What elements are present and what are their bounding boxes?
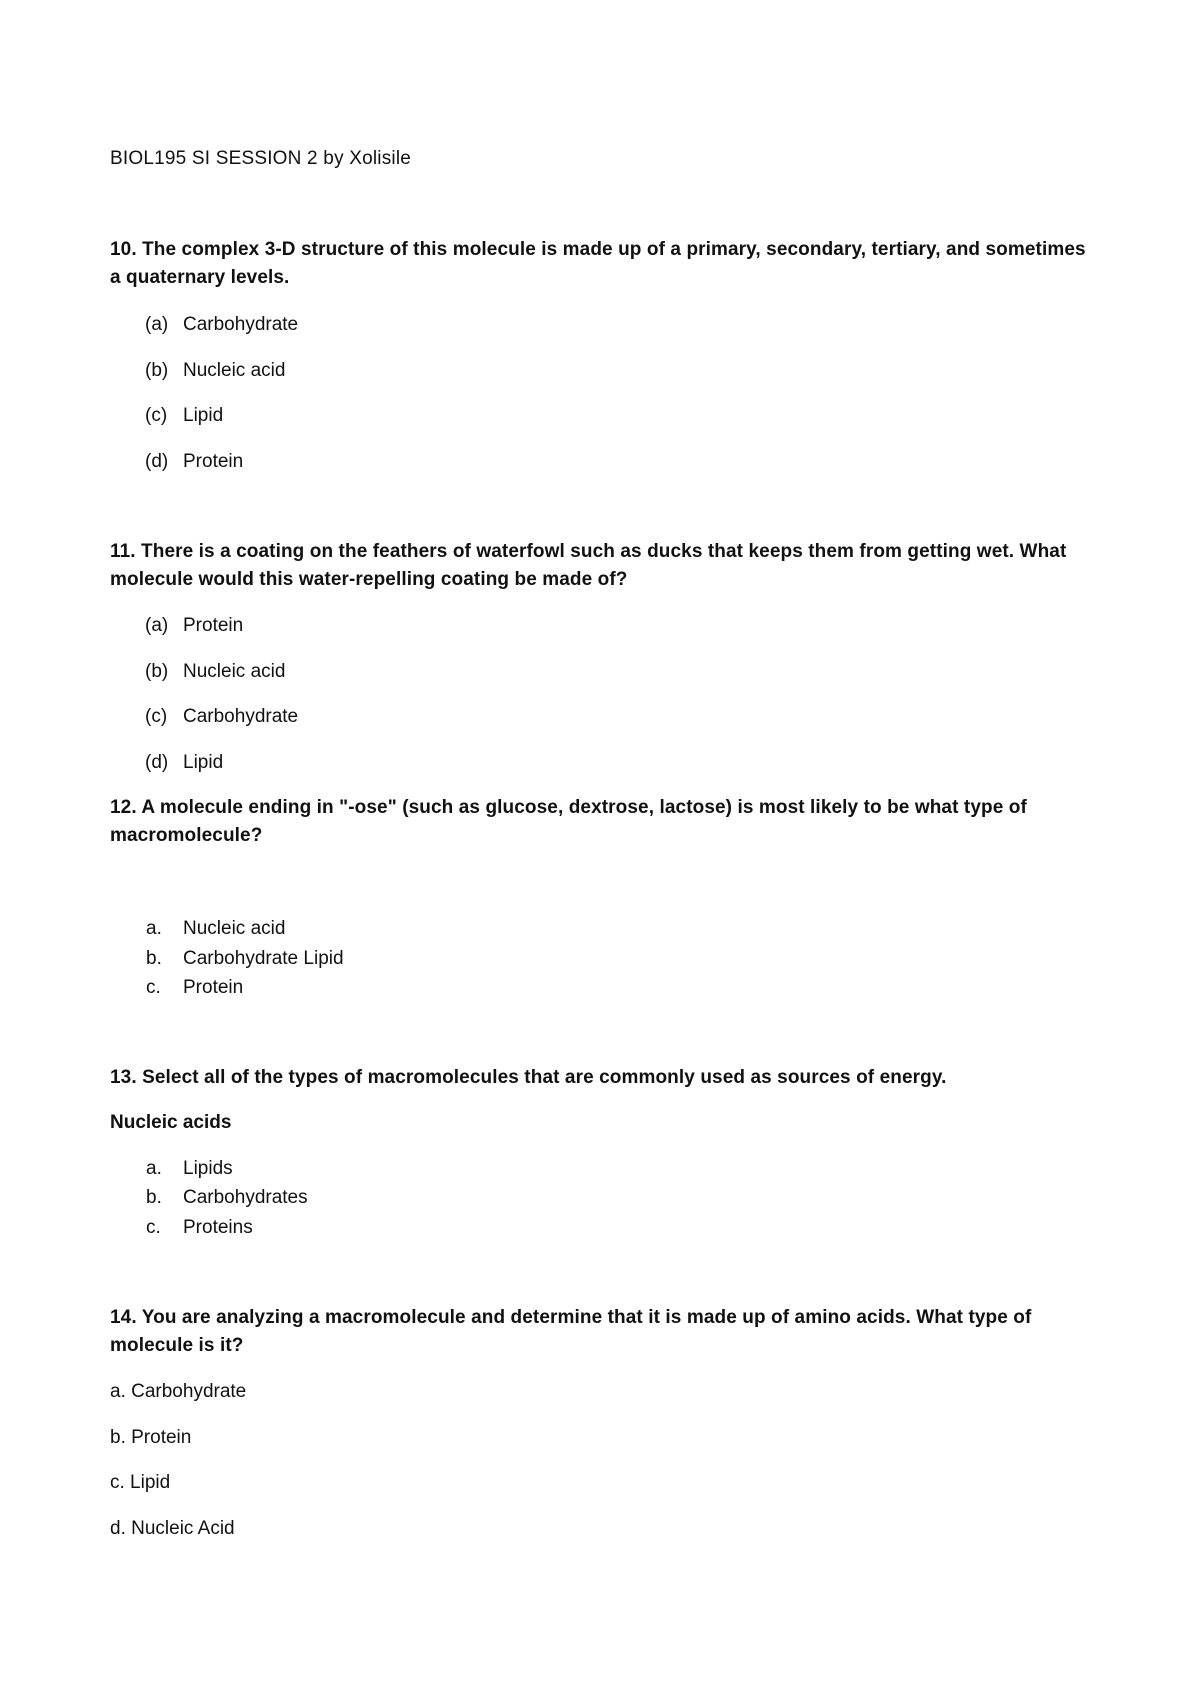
- option-11d: [145, 750, 223, 776]
- option-14a: a. Carbohydrate: [110, 1381, 247, 1402]
- option-text: Nucleic acid: [183, 360, 286, 381]
- option-text: Carbohydrates: [183, 1187, 308, 1208]
- option-marker: c.: [146, 977, 161, 998]
- option-14c: c. Lipid: [110, 1472, 171, 1493]
- option-text: Nucleic acid: [183, 661, 286, 682]
- option-12a: [146, 916, 285, 942]
- option-10d: [145, 449, 243, 475]
- option-text: Protein: [183, 615, 244, 636]
- question-14: 14. You are analyzing a macromolecule and determine that it is made up of amino acids. What type of molecule is it?: [110, 1307, 1032, 1356]
- option-marker: c.: [146, 1217, 161, 1238]
- option-12b: [146, 946, 344, 972]
- option-10c: [145, 403, 223, 429]
- option-11b: [145, 659, 285, 685]
- option-13b: [146, 1185, 308, 1211]
- question-13-subheading: Nucleic acids: [110, 1112, 232, 1133]
- option-13c: [146, 1215, 253, 1241]
- option-marker: b.: [146, 1187, 162, 1208]
- option-text: Proteins: [183, 1217, 253, 1238]
- question-11: 11. There is a coating on the feathers of waterfowl such as ducks that keeps them from getting wet. What molecule would this water-repelling coating be made of?: [110, 541, 1067, 590]
- document-title: BIOL195 SI SESSION 2 by Xolisile: [110, 148, 412, 169]
- option-11a: [145, 613, 243, 639]
- option-marker: (d): [145, 752, 169, 773]
- option-text: Protein: [183, 451, 244, 472]
- option-marker: b.: [146, 948, 162, 969]
- option-text: Lipid: [183, 752, 224, 773]
- option-10b: [145, 358, 285, 384]
- option-11c: [145, 704, 298, 730]
- question-10: 10. The complex 3-D structure of this molecule is made up of a primary, secondary, tertiary, and sometimes a quaternary levels.: [110, 239, 1086, 288]
- option-10a: [145, 312, 298, 338]
- option-marker: (b): [145, 661, 169, 682]
- option-marker: (c): [145, 706, 168, 727]
- option-marker: (c): [145, 405, 168, 426]
- option-marker: a.: [146, 1158, 162, 1179]
- question-13: 13. Select all of the types of macromolecules that are commonly used as sources of energy.: [110, 1067, 947, 1088]
- option-marker: a.: [146, 918, 162, 939]
- option-14d: d. Nucleic Acid: [110, 1518, 235, 1539]
- question-12: 12. A molecule ending in "-ose" (such as glucose, dextrose, lactose) is most likely to be what type of macromolecule?: [110, 797, 1027, 846]
- option-text: Carbohydrate Lipid: [183, 948, 344, 969]
- option-14b: b. Protein: [110, 1427, 192, 1448]
- option-text: Lipids: [183, 1158, 233, 1179]
- option-marker: (b): [145, 360, 169, 381]
- option-text: Protein: [183, 977, 244, 998]
- option-marker: (a): [145, 314, 169, 335]
- option-text: Lipid: [183, 405, 224, 426]
- option-13a: [146, 1156, 233, 1182]
- option-text: Carbohydrate: [183, 314, 299, 335]
- option-marker: (a): [145, 615, 169, 636]
- option-12c: [146, 975, 243, 1001]
- option-marker: (d): [145, 451, 169, 472]
- option-text: Nucleic acid: [183, 918, 286, 939]
- option-text: Carbohydrate: [183, 706, 299, 727]
